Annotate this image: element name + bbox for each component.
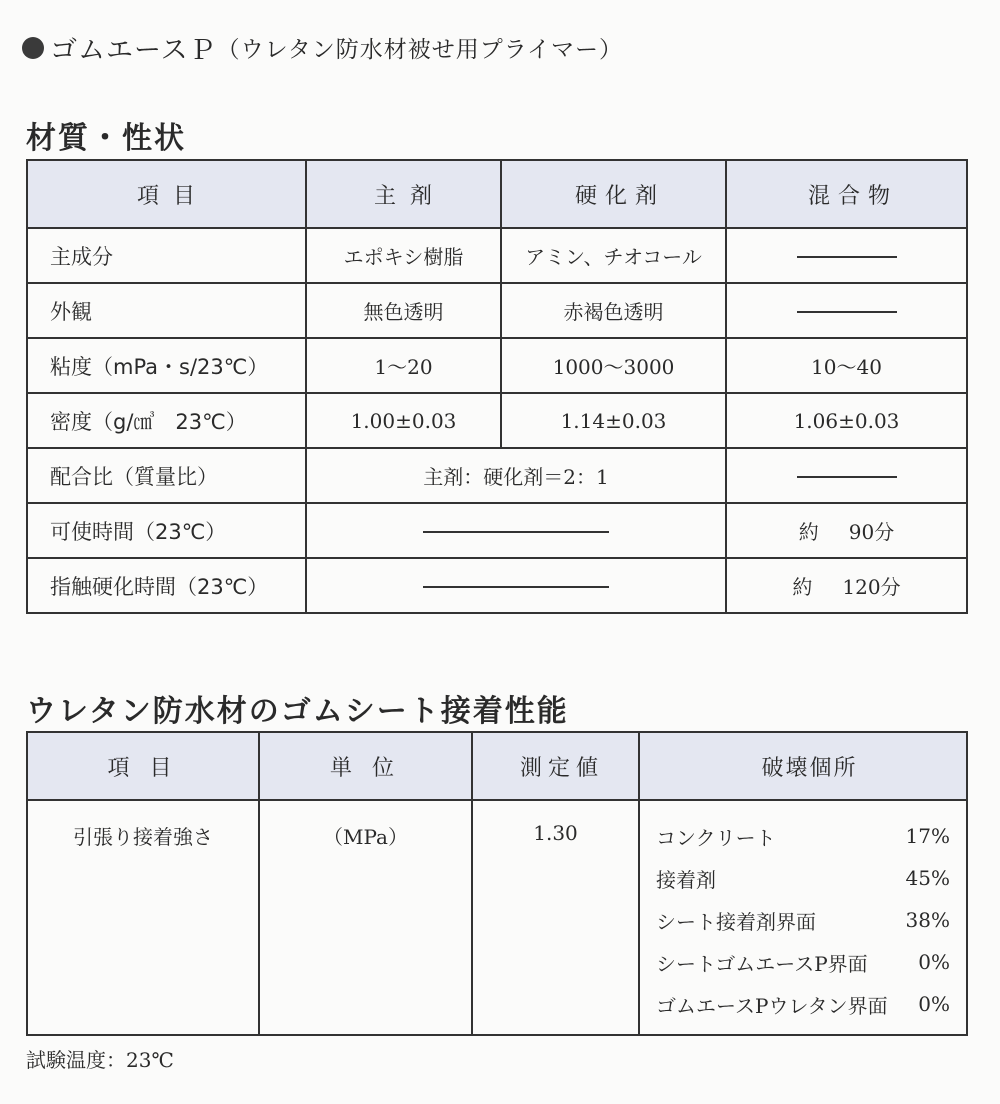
cell-hardener: アミン、チオコール bbox=[501, 228, 726, 283]
approx-label: 約 bbox=[798, 520, 819, 544]
row-label: 可使時間（23℃） bbox=[27, 503, 306, 558]
title-sub: （ウレタン防水材被せ用プライマー） bbox=[216, 37, 624, 63]
cell-mix bbox=[726, 448, 967, 503]
cell-mix bbox=[726, 228, 967, 283]
list-item bbox=[656, 815, 950, 857]
table-row bbox=[27, 228, 967, 283]
failure-label: コンクリート bbox=[656, 825, 776, 850]
header-main-agent: 主剤 bbox=[306, 160, 501, 228]
touchdry-value: 120分 bbox=[842, 575, 901, 599]
cell-unit: （MPa） bbox=[259, 800, 472, 1035]
cell-main: 1〜20 bbox=[306, 338, 501, 393]
failure-pct: 38% bbox=[905, 908, 950, 932]
cell-empty bbox=[306, 503, 726, 558]
table-row bbox=[27, 338, 967, 393]
header-hardener: 硬化剤 bbox=[501, 160, 726, 228]
bullet-dot-icon bbox=[22, 37, 44, 59]
cell-item: 引張り接着強さ bbox=[27, 800, 259, 1035]
header-measured: 測定値 bbox=[472, 732, 639, 800]
table-header-row bbox=[27, 160, 967, 228]
properties-table bbox=[26, 159, 968, 614]
dash-line bbox=[423, 586, 609, 588]
table-row bbox=[27, 283, 967, 338]
failure-pct: 0% bbox=[918, 950, 950, 974]
cell-ratio: 主剤：硬化剤＝2：1 bbox=[306, 448, 726, 503]
cell-main: 無色透明 bbox=[306, 283, 501, 338]
failure-pct: 0% bbox=[918, 992, 950, 1016]
dash-line bbox=[797, 256, 897, 258]
document-title bbox=[22, 28, 623, 67]
header-item: 項目 bbox=[27, 732, 259, 800]
cell-empty bbox=[306, 558, 726, 613]
failure-pct: 45% bbox=[905, 866, 950, 890]
test-temperature-note: 試験温度：23℃ bbox=[26, 1048, 174, 1072]
cell-main: エポキシ樹脂 bbox=[306, 228, 501, 283]
header-failure: 破壊個所 bbox=[639, 732, 967, 800]
list-item bbox=[656, 899, 950, 941]
cell-main: 1.00±0.03 bbox=[306, 393, 501, 448]
dash-line bbox=[423, 531, 609, 533]
failure-label: シート接着剤界面 bbox=[656, 909, 816, 934]
cell-mix bbox=[726, 558, 967, 613]
header-mixture: 混合物 bbox=[726, 160, 967, 228]
failure-label: 接着剤 bbox=[656, 867, 716, 892]
cell-mix: 1.06±0.03 bbox=[726, 393, 967, 448]
cell-mix: 10〜40 bbox=[726, 338, 967, 393]
approx-label: 約 bbox=[792, 575, 813, 599]
header-item: 項目 bbox=[27, 160, 306, 228]
cell-failure-list bbox=[639, 800, 967, 1035]
list-item bbox=[656, 857, 950, 899]
row-label: 密度（g/㎤ 23℃） bbox=[27, 393, 306, 448]
dash-line bbox=[797, 476, 897, 478]
list-item bbox=[656, 983, 950, 1025]
failure-label: ゴムエースPウレタン界面 bbox=[656, 993, 888, 1018]
failure-label: シートゴムエースP界面 bbox=[656, 951, 868, 976]
row-label: 指触硬化時間（23℃） bbox=[27, 558, 306, 613]
cell-hardener: 1.14±0.03 bbox=[501, 393, 726, 448]
title-main: ゴムエースＰ bbox=[50, 35, 217, 66]
failure-pct: 17% bbox=[905, 824, 950, 848]
table-row bbox=[27, 800, 967, 1035]
potlife-value: 90分 bbox=[848, 520, 895, 544]
table-row bbox=[27, 503, 967, 558]
cell-mix bbox=[726, 503, 967, 558]
cell-mix bbox=[726, 283, 967, 338]
row-label: 配合比（質量比） bbox=[27, 448, 306, 503]
dash-line bbox=[797, 311, 897, 313]
adhesion-table bbox=[26, 731, 968, 1036]
row-label: 外観 bbox=[27, 283, 306, 338]
table-row bbox=[27, 393, 967, 448]
table-row bbox=[27, 558, 967, 613]
row-label: 粘度（mPa・s/23℃） bbox=[27, 338, 306, 393]
table-header-row bbox=[27, 732, 967, 800]
cell-hardener: 赤褐色透明 bbox=[501, 283, 726, 338]
row-label: 主成分 bbox=[27, 228, 306, 283]
list-item bbox=[656, 941, 950, 983]
header-unit: 単位 bbox=[259, 732, 472, 800]
cell-value: 1.30 bbox=[472, 800, 639, 1035]
table-row bbox=[27, 448, 967, 503]
section-heading-adhesion: ウレタン防水材のゴムシート接着性能 bbox=[26, 694, 569, 729]
section-heading-properties: 材質・性状 bbox=[26, 121, 186, 156]
cell-hardener: 1000〜3000 bbox=[501, 338, 726, 393]
